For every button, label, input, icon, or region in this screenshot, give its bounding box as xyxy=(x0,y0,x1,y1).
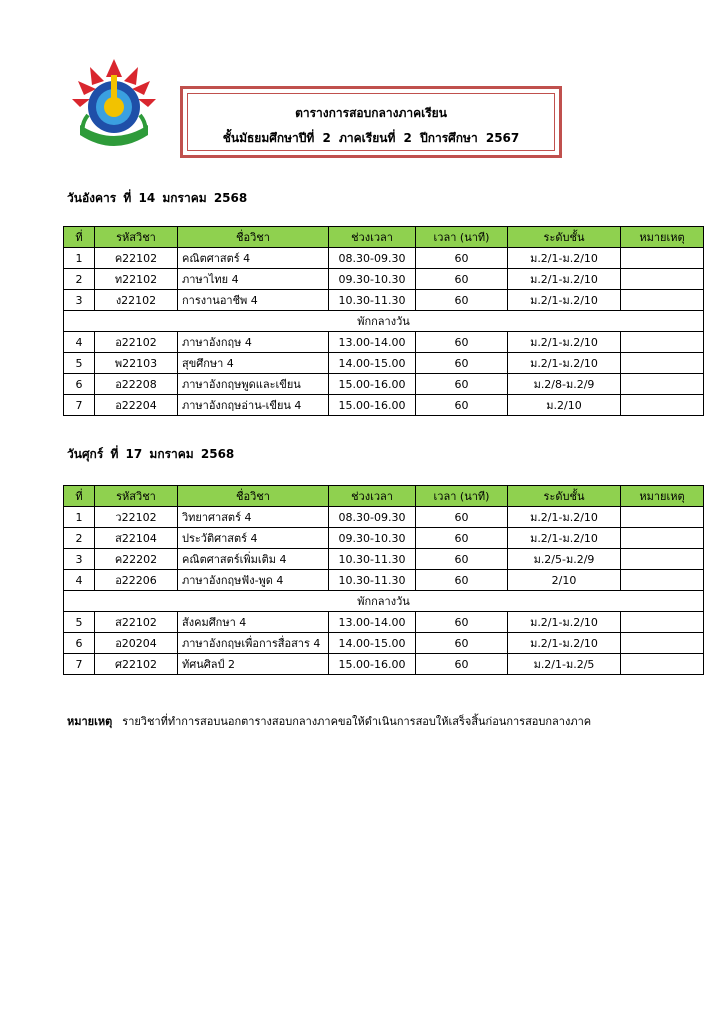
cell-name: ภาษาอังกฤษฟัง-พูด 4 xyxy=(178,570,329,591)
cell-code: อ20204 xyxy=(95,633,178,654)
cell-time: 15.00-16.00 xyxy=(329,654,416,675)
footnote-text: รายวิชาที่ทำการสอบนอกตารางสอบกลางภาคขอให้ดำเนินการสอบให้เสร็จสิ้นก่อนการสอบกลางภาค xyxy=(122,715,592,728)
cell-note xyxy=(621,248,704,269)
table-row xyxy=(64,374,704,395)
cell-minutes: 60 xyxy=(416,654,508,675)
cell-time: 10.30-11.30 xyxy=(329,570,416,591)
cell-code: พ22103 xyxy=(95,353,178,374)
cell-minutes: 60 xyxy=(416,528,508,549)
cell-code: ค22102 xyxy=(95,248,178,269)
cell-level: 2/10 xyxy=(508,570,621,591)
cell-minutes: 60 xyxy=(416,633,508,654)
cell-time: 13.00-14.00 xyxy=(329,332,416,353)
cell-level: ม.2/1-ม.2/10 xyxy=(508,353,621,374)
col-header-note: หมายเหตุ xyxy=(621,486,704,507)
cell-note xyxy=(621,549,704,570)
cell-level: ม.2/1-ม.2/10 xyxy=(508,507,621,528)
cell-note xyxy=(621,633,704,654)
cell-code: ค22202 xyxy=(95,549,178,570)
cell-name: วิทยาศาสตร์ 4 xyxy=(178,507,329,528)
cell-minutes: 60 xyxy=(416,549,508,570)
cell-no: 2 xyxy=(64,528,95,549)
cell-note xyxy=(621,570,704,591)
cell-name: การงานอาชีพ 4 xyxy=(178,290,329,311)
cell-time: 09.30-10.30 xyxy=(329,269,416,290)
cell-code: ส22102 xyxy=(95,612,178,633)
footnote-label: หมายเหตุ xyxy=(67,715,113,728)
cell-level: ม.2/1-ม.2/10 xyxy=(508,248,621,269)
table-row xyxy=(64,633,704,654)
cell-note xyxy=(621,507,704,528)
cell-no: 3 xyxy=(64,290,95,311)
cell-code: ง22102 xyxy=(95,290,178,311)
col-header-minutes: เวลา (นาที) xyxy=(416,227,508,248)
cell-level: ม.2/1-ม.2/10 xyxy=(508,290,621,311)
cell-no: 4 xyxy=(64,332,95,353)
cell-minutes: 60 xyxy=(416,570,508,591)
cell-note xyxy=(621,395,704,416)
cell-time: 08.30-09.30 xyxy=(329,507,416,528)
cell-no: 1 xyxy=(64,507,95,528)
cell-note xyxy=(621,290,704,311)
table-row xyxy=(64,248,704,269)
exam-table-day2 xyxy=(63,485,704,675)
col-header-code: รหัสวิชา xyxy=(95,486,178,507)
table-row xyxy=(64,507,704,528)
cell-time: 14.00-15.00 xyxy=(329,633,416,654)
col-header-no: ที่ xyxy=(64,486,95,507)
cell-no: 3 xyxy=(64,549,95,570)
cell-note xyxy=(621,332,704,353)
cell-time: 08.30-09.30 xyxy=(329,248,416,269)
cell-minutes: 60 xyxy=(416,612,508,633)
title-box xyxy=(180,86,562,158)
cell-time: 10.30-11.30 xyxy=(329,290,416,311)
cell-time: 14.00-15.00 xyxy=(329,353,416,374)
cell-minutes: 60 xyxy=(416,332,508,353)
day1-heading: วันอังคาร ที่ 14 มกราคม 2568 xyxy=(67,191,248,205)
cell-code: ส22104 xyxy=(95,528,178,549)
footnote xyxy=(67,712,591,730)
cell-name: ภาษาอังกฤษเพื่อการสื่อสาร 4 xyxy=(178,633,329,654)
cell-minutes: 60 xyxy=(416,269,508,290)
cell-name: ภาษาอังกฤษ 4 xyxy=(178,332,329,353)
break-label: พักกลางวัน xyxy=(64,311,704,332)
break-row xyxy=(64,311,704,332)
cell-name: ภาษาอังกฤษพูดและเขียน xyxy=(178,374,329,395)
cell-minutes: 60 xyxy=(416,290,508,311)
table-row xyxy=(64,290,704,311)
col-header-level: ระดับชั้น xyxy=(508,486,621,507)
page-subtitle: ชั้นมัธยมศึกษาปีที่ 2 ภาคเรียนที่ 2 ปีการศึกษา 2567 xyxy=(222,131,520,145)
table-row xyxy=(64,395,704,416)
cell-no: 2 xyxy=(64,269,95,290)
cell-name: ภาษาไทย 4 xyxy=(178,269,329,290)
day2-heading: วันศุกร์ ที่ 17 มกราคม 2568 xyxy=(67,447,235,461)
col-header-code: รหัสวิชา xyxy=(95,227,178,248)
cell-note xyxy=(621,269,704,290)
cell-level: ม.2/1-ม.2/10 xyxy=(508,332,621,353)
table-row xyxy=(64,528,704,549)
col-header-time: ช่วงเวลา xyxy=(329,486,416,507)
cell-code: อ22206 xyxy=(95,570,178,591)
cell-no: 1 xyxy=(64,248,95,269)
cell-note xyxy=(621,612,704,633)
cell-time: 15.00-16.00 xyxy=(329,395,416,416)
cell-note xyxy=(621,353,704,374)
cell-note xyxy=(621,528,704,549)
cell-code: ศ22102 xyxy=(95,654,178,675)
cell-level: ม.2/8-ม.2/9 xyxy=(508,374,621,395)
cell-level: ม.2/1-ม.2/10 xyxy=(508,528,621,549)
cell-note xyxy=(621,654,704,675)
cell-level: ม.2/1-ม.2/10 xyxy=(508,269,621,290)
cell-no: 7 xyxy=(64,395,95,416)
cell-minutes: 60 xyxy=(416,353,508,374)
exam-table-day1 xyxy=(63,226,704,416)
school-emblem-icon xyxy=(70,55,158,155)
table-row xyxy=(64,612,704,633)
cell-level: ม.2/1-ม.2/10 xyxy=(508,612,621,633)
cell-code: อ22102 xyxy=(95,332,178,353)
table-header-row xyxy=(64,227,704,248)
cell-level: ม.2/1-ม.2/10 xyxy=(508,633,621,654)
col-header-name: ชื่อวิชา xyxy=(178,227,329,248)
col-header-note: หมายเหตุ xyxy=(621,227,704,248)
table-row xyxy=(64,353,704,374)
cell-code: ว22102 xyxy=(95,507,178,528)
break-row xyxy=(64,591,704,612)
cell-minutes: 60 xyxy=(416,395,508,416)
cell-no: 5 xyxy=(64,612,95,633)
table-row xyxy=(64,269,704,290)
cell-code: ท22102 xyxy=(95,269,178,290)
cell-time: 15.00-16.00 xyxy=(329,374,416,395)
page-title: ตารางการสอบกลางภาคเรียน xyxy=(295,106,447,120)
table-row xyxy=(64,332,704,353)
table-row xyxy=(64,549,704,570)
cell-note xyxy=(621,374,704,395)
cell-no: 6 xyxy=(64,374,95,395)
cell-name: ทัศนศิลป์ 2 xyxy=(178,654,329,675)
cell-level: ม.2/10 xyxy=(508,395,621,416)
cell-name: คณิตศาสตร์ 4 xyxy=(178,248,329,269)
cell-level: ม.2/1-ม.2/5 xyxy=(508,654,621,675)
cell-name: ภาษาอังกฤษอ่าน-เขียน 4 xyxy=(178,395,329,416)
cell-code: อ22204 xyxy=(95,395,178,416)
cell-name: สุขศึกษา 4 xyxy=(178,353,329,374)
cell-minutes: 60 xyxy=(416,507,508,528)
cell-time: 13.00-14.00 xyxy=(329,612,416,633)
cell-minutes: 60 xyxy=(416,248,508,269)
col-header-time: ช่วงเวลา xyxy=(329,227,416,248)
cell-name: สังคมศึกษา 4 xyxy=(178,612,329,633)
cell-no: 5 xyxy=(64,353,95,374)
cell-no: 4 xyxy=(64,570,95,591)
cell-minutes: 60 xyxy=(416,374,508,395)
cell-name: คณิตศาสตร์เพิ่มเติม 4 xyxy=(178,549,329,570)
cell-no: 7 xyxy=(64,654,95,675)
table-row xyxy=(64,570,704,591)
col-header-minutes: เวลา (นาที) xyxy=(416,486,508,507)
col-header-level: ระดับชั้น xyxy=(508,227,621,248)
cell-time: 09.30-10.30 xyxy=(329,528,416,549)
cell-name: ประวัติศาสตร์ 4 xyxy=(178,528,329,549)
table-header-row xyxy=(64,486,704,507)
table-row xyxy=(64,654,704,675)
cell-no: 6 xyxy=(64,633,95,654)
break-label: พักกลางวัน xyxy=(64,591,704,612)
cell-time: 10.30-11.30 xyxy=(329,549,416,570)
cell-level: ม.2/5-ม.2/9 xyxy=(508,549,621,570)
col-header-name: ชื่อวิชา xyxy=(178,486,329,507)
col-header-no: ที่ xyxy=(64,227,95,248)
cell-code: อ22208 xyxy=(95,374,178,395)
